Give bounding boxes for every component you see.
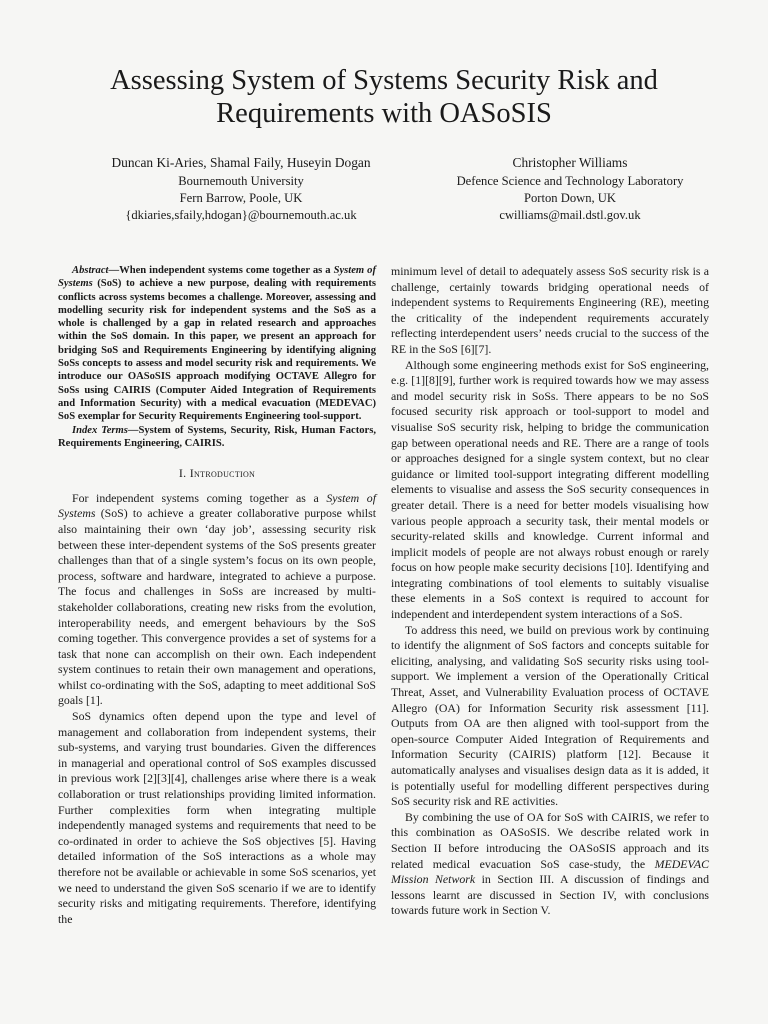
paragraph <box>58 491 376 709</box>
title-line-1: Assessing System of Systems Security Risk and <box>110 65 658 96</box>
paragraph-text: in Section III. A discussion of findings and lessons learnt are discussed in Section IV, with conclusions towards future work in Section V. <box>391 872 709 918</box>
abstract-label: Abstract <box>72 265 109 276</box>
author-names: Christopher Williams <box>512 155 628 170</box>
author-block-right <box>395 154 745 224</box>
paragraph-text: For independent systems coming together as a <box>72 490 327 505</box>
author-affiliation: Defence Science and Technology Laboratory <box>456 174 684 188</box>
author-email: cwilliams@mail.dstl.gov.uk <box>499 208 641 222</box>
right-column <box>391 264 709 919</box>
abstract-text: (SoS) to achieve a new purpose, dealing with requirements conflicts across systems becomes a challenge. Moreover, assessing and modelling security risk for independent systems and the SoS as a whole is challenged by a gap in related research and approaches within the SoS domain. In this paper, we present an approach for bridging SoS and Requirements Engineering by identifying aligning SoSs concepts to assess and model security risk and requirements. We introduce our OASoSIS approach modifying OCTAVE Allegro for SoSs using CAIRIS (Computer Aided Integration of Requirements and Information Security) with a medical evacuation (MEDEVAC) SoS exemplar for Security Requirements Engineering tool-support. <box>58 278 376 423</box>
paragraph-text: By combining the use of OA for SoS with CAIRIS, we refer to this combination as OASoSIS. We describe related work in Section II before introducing the OASoSIS approach and its related medical evacuation SoS case-study, the <box>391 809 709 871</box>
author-names: Duncan Ki-Aries, Shamal Faily, Huseyin Dogan <box>111 155 371 170</box>
paragraph-emphasis: System of Systems <box>58 490 377 521</box>
paragraph: Although some engineering methods exist for SoS engineering, e.g. [1][8][9], further work is required towards how we may assess and model security risk in SoSs. There appears to be no SoS focused security risk approach or tool-support to model and visualise SoS security risk, helping to bridge the communication gap between operational needs and RE. There are a range of tools or approaches designed for a single system context, but no clear guidance or limited tool-support integrating different modelling elements to visualise and assess the SoS security consequences in greater detail. There is a need for better models visualising how various people approach a security task, their mental models or security-related skills and knowledge. Current informal and implicit models of people are not always robust enough or rarely focus on how people make security decisions [10]. Identifying and integrating combinations of tool elements to suitably visualise these elements in a SoS context is required to account for independent and interdependent system interactions of a SoS. <box>391 357 709 622</box>
paragraph-text: (SoS) to achieve a greater collaborative purpose whilst also maintaining their own ‘day job’, assessing security risk between these inter-dependent systems of the SoS presents greater challenges than that of a single system’s focus on its own people, process, software and hardware, integrated to achieve a purpose. The focus and challenges in SoSs are increased by multi-stakeholder collaborations, creating new risks from the evolution, interoperability needs, and emergent behaviours by the SoS coming together. This convergence provides a set of systems for a task that none can accomplish on their own. Each independent system continues to retain their own management and operations, whilst co-ordinating with the SoS, adapting to meet additional SoS goals [1]. <box>58 506 376 708</box>
paragraph: minimum level of detail to adequately assess SoS security risk is a challenge, certainly towards bridging operational needs of independent systems to Requirements Engineering (RE), meeting the criticality of the independent requirements accurately reflecting interdependent users’ needs crucial to the success of the RE in the SoS [6][7]. <box>391 264 709 356</box>
paragraph: To address this need, we build on previous work by continuing to identify the alignment of SoS factors and concepts suitable for eliciting, analysing, and validating SoS security risks using tool-support. We implement a version of the Operationally Critical Threat, Asset, and Vulnerability Evaluation process of OCTAVE Allegro (OA) for Information Security risk assessment [11]. Outputs from OA are then aligned with tool-support from the open-source Computer Aided Integration of Requirements and Information Security (CAIRIS) platform [12]. Because it automatically analyses and visualises design data as it is added, it is potentially useful for modelling different perspectives during SoS security risk and RE activities. <box>391 622 709 809</box>
section-heading: I. Introduction <box>178 466 256 481</box>
author-email: {dkiaries,sfaily,hdogan}@bournemouth.ac.uk <box>125 208 357 222</box>
title-line-2: Requirements with OASoSIS <box>216 98 552 129</box>
index-terms-label: Index Terms <box>72 424 128 436</box>
index-terms <box>58 424 376 451</box>
author-address: Fern Barrow, Poole, UK <box>179 191 303 205</box>
author-address: Porton Down, UK <box>523 191 616 205</box>
paragraph-emphasis: MEDEVAC Mission Network <box>391 856 709 887</box>
left-column <box>58 264 376 927</box>
paragraph <box>391 810 709 919</box>
index-terms-text: —System of Systems, Security, Risk, Human Factors, Requirements Engineering, CAIRIS. <box>58 424 376 449</box>
author-block-left <box>66 154 416 224</box>
abstract-dash: —When independent systems come together as a <box>108 265 334 276</box>
paragraph: SoS dynamics often depend upon the type and level of management and collaboration from independent systems, their sub-systems, and varying trust boundaries. Given the differences in managerial and operational control of SoS examples discussed in previous work [2][3][4], challenges arise where there is a weak collaboration or trust relationships providing limited information. Further complexities form when integrating multiple independently managed systems and requirements that need to be co-ordinated in order to achieve the SoS objectives [5]. Having detailed information of the SoS interactions as a whole may therefore not be available or achievable in some SoS scenarios, yet we need to understand the given SoS scenario if we are to identify security risks and mitigating requirements. Therefore, identifying the <box>58 709 376 926</box>
paper-title <box>40 64 728 130</box>
author-affiliation: Bournemouth University <box>178 174 304 188</box>
abstract <box>58 264 376 424</box>
abstract-emphasis: System of Systems <box>58 265 376 290</box>
